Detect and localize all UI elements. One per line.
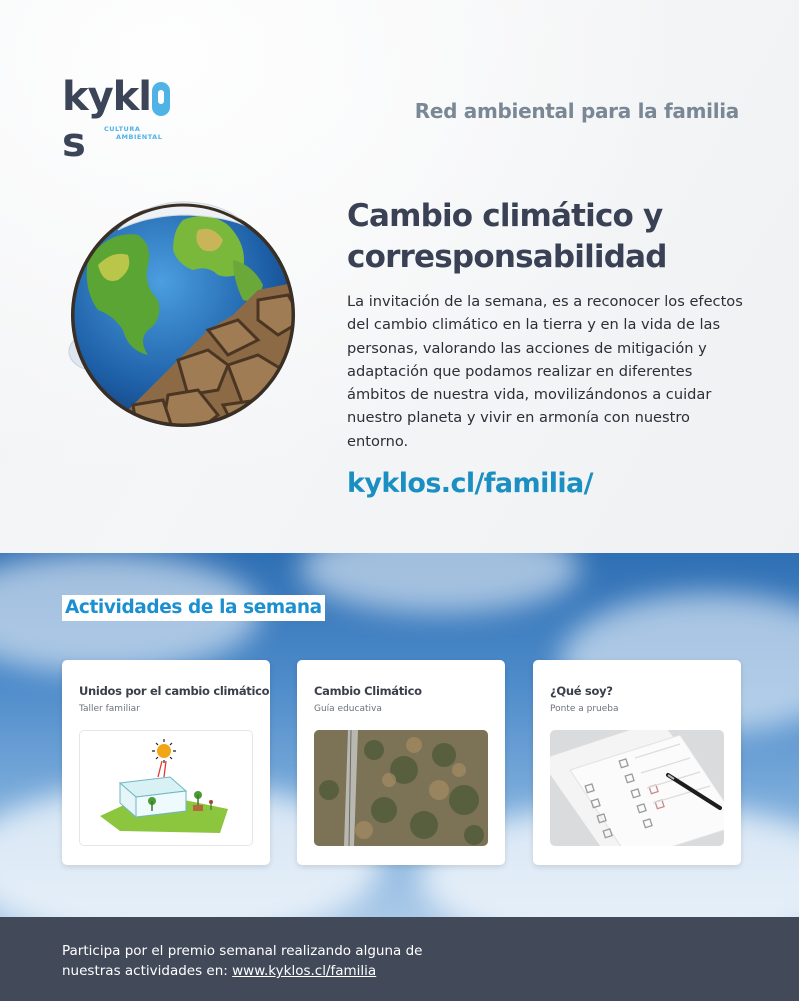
tagline: Red ambiental para la familia xyxy=(414,99,739,123)
footer xyxy=(0,917,799,1001)
card-title: ¿Qué soy? xyxy=(550,684,613,698)
card-subtitle: Ponte a prueba xyxy=(550,704,619,714)
card-title: Cambio Climático xyxy=(314,684,422,698)
checklist-pen-photo xyxy=(550,730,724,846)
card-subtitle: Taller familiar xyxy=(79,704,140,714)
activity-card-workshop[interactable] xyxy=(62,660,270,865)
card-title: Unidos por el cambio climático xyxy=(79,684,270,698)
activities-section xyxy=(0,553,799,917)
greenhouse-illustration xyxy=(79,730,253,846)
kyklos-logo[interactable] xyxy=(62,74,182,166)
card-subtitle: Guía educativa xyxy=(314,704,382,714)
activity-card-quiz[interactable] xyxy=(533,660,741,865)
logo-wordmark: kykls xyxy=(62,74,182,166)
logo-subtitle: CULTURA AMBIENTAL xyxy=(104,125,163,141)
earth-globe-illustration xyxy=(58,190,308,440)
activity-card-guide[interactable] xyxy=(297,660,505,865)
footer-text: Participa por el premio semanal realizando alguna de nuestras actividades en: www.kyklos.cl/familia xyxy=(62,943,423,979)
page-title: Cambio climático y corresponsabilidad xyxy=(347,198,667,275)
forest-aerial-photo xyxy=(314,730,488,846)
description-paragraph: La invitación de la semana, es a reconocer los efectos del cambio climático en la tierra y en la vida de las personas, valorando las acciones de mitigación y adaptación que podamos realizar en diferentes ámbitos de nuestra vida, movilizándonos a cuidar nuestro planeta y vivir en armonía con nuestro entorno. xyxy=(347,293,743,450)
logo-o-icon xyxy=(152,82,170,116)
footer-link[interactable]: www.kyklos.cl/familia xyxy=(232,963,377,979)
kyklos-familia-link[interactable]: kyklos.cl/familia/ xyxy=(347,468,593,499)
activities-heading: Actividades de la semana xyxy=(62,595,325,621)
